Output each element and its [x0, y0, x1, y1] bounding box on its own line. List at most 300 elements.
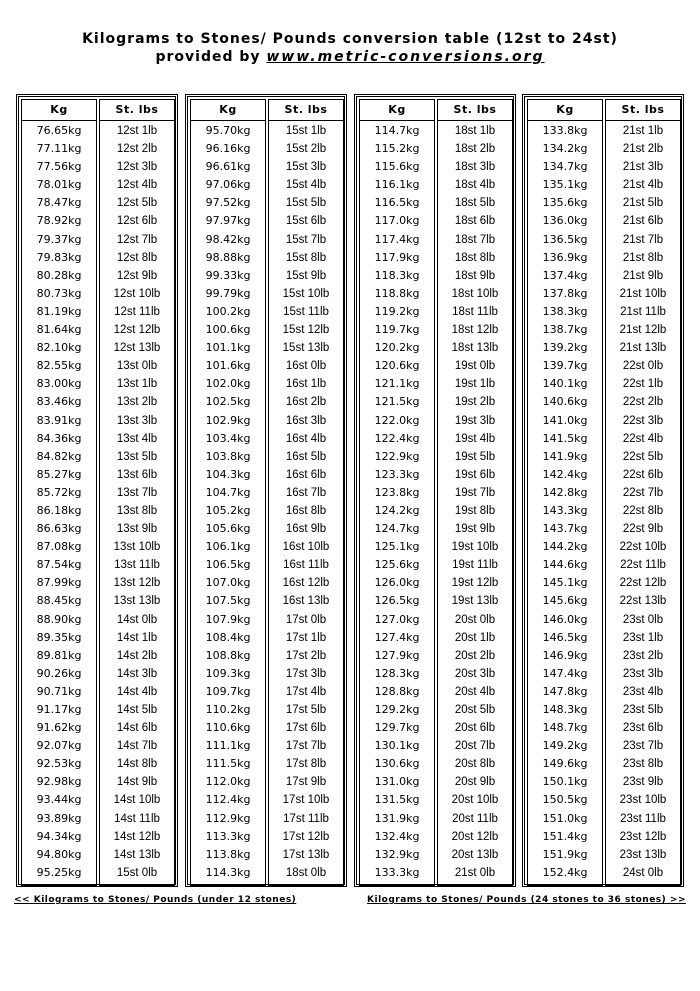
table-cell: 117.0kg [374, 214, 420, 228]
table-cell: 18st 2lb [454, 143, 496, 156]
table-cell: 21st 8lb [622, 251, 664, 264]
table-cell: 23st 11lb [620, 812, 666, 825]
table-cell: 95.25kg [36, 865, 82, 879]
table-cell: 14st 10lb [113, 794, 161, 807]
table-cell: 135.1kg [542, 178, 588, 192]
table-cell: 136.0kg [542, 214, 588, 228]
table-cell: 113.3kg [205, 829, 251, 843]
table-cell: 115.2kg [374, 142, 420, 156]
table-cell: 149.2kg [542, 739, 588, 753]
table-cell: 77.11kg [36, 142, 82, 156]
table-cell: 14st 2lb [116, 649, 158, 662]
table-cell: 21st 9lb [622, 269, 664, 282]
table-cell: 23st 6lb [622, 722, 664, 735]
table-block-2 [185, 94, 347, 887]
table-cell: 106.1kg [205, 540, 251, 554]
table-cell: 23st 9lb [622, 776, 664, 789]
table-cell: 88.45kg [36, 594, 82, 608]
table-cell: 18st 13lb [451, 342, 499, 355]
table-cell: 91.17kg [36, 703, 82, 716]
kg-header: Kg [22, 100, 96, 121]
table-cell: 14st 0lb [116, 613, 158, 626]
table-cell: 22st 12lb [619, 577, 667, 590]
st-values [269, 121, 343, 885]
page-subtitle [0, 48, 700, 66]
table-cell: 15st 12lb [282, 324, 330, 337]
table-cell: 14st 11lb [114, 812, 160, 825]
table-cell: 16st 7lb [285, 486, 327, 499]
table-cell: 126.0kg [374, 576, 420, 590]
table-cell: 120.6kg [374, 359, 420, 373]
table-cell: 18st 5lb [454, 197, 496, 210]
table-block-4 [522, 94, 684, 887]
table-cell: 23st 12lb [619, 830, 667, 843]
table-cell: 18st 7lb [454, 233, 496, 246]
table-cell: 12st 9lb [116, 269, 158, 282]
table-cell: 17st 10lb [282, 794, 330, 807]
table-cell: 119.7kg [374, 323, 420, 337]
st-header: St. lbs [606, 100, 680, 121]
table-cell: 19st 6lb [454, 468, 496, 481]
table-cell: 16st 2lb [285, 396, 327, 409]
table-cell: 21st 3lb [622, 161, 664, 174]
table-cell: 14st 13lb [113, 848, 161, 861]
table-cell: 80.73kg [36, 286, 82, 300]
table-cell: 18st 8lb [454, 251, 496, 264]
table-cell: 19st 2lb [454, 396, 496, 409]
table-cell: 122.4kg [374, 431, 420, 445]
table-cell: 21st 2lb [622, 143, 664, 156]
table-cell: 20st 10lb [451, 794, 499, 807]
table-cell: 94.34kg [36, 829, 82, 843]
table-cell: 13st 5lb [116, 450, 158, 463]
table-cell: 119.2kg [374, 304, 420, 318]
table-cell: 15st 10lb [282, 287, 330, 300]
table-cell: 12st 5lb [116, 197, 158, 210]
table-cell: 102.5kg [205, 395, 251, 409]
table-cell: 139.7kg [542, 359, 588, 373]
table-cell: 20st 5lb [454, 704, 496, 716]
table-cell: 22st 9lb [622, 523, 664, 536]
table-cell: 112.9kg [205, 811, 251, 825]
table-cell: 150.5kg [542, 793, 588, 807]
table-cell: 103.8kg [205, 449, 251, 463]
table-cell: 84.82kg [36, 449, 82, 463]
table-cell: 97.06kg [205, 178, 251, 192]
table-cell: 14st 9lb [116, 776, 158, 789]
table-cell: 124.2kg [374, 503, 420, 517]
table-cell: 13st 13lb [113, 595, 161, 608]
table-cell: 140.6kg [542, 395, 588, 409]
kg-header: Kg [360, 100, 434, 121]
table-cell: 92.53kg [36, 757, 82, 771]
table-cell: 146.5kg [542, 630, 588, 644]
table-cell: 90.26kg [36, 666, 82, 680]
st-column [268, 99, 344, 886]
table-cell: 15st 4lb [285, 179, 327, 192]
table-cell: 22st 11lb [620, 559, 666, 572]
table-cell: 116.5kg [374, 196, 420, 210]
table-cell: 23st 3lb [622, 667, 664, 680]
table-cell: 17st 9lb [285, 776, 327, 789]
table-cell: 19st 13lb [451, 595, 499, 608]
table-cell: 13st 7lb [116, 486, 158, 499]
table-cell: 23st 10lb [619, 794, 667, 807]
st-column [605, 99, 681, 886]
table-cell: 14st 5lb [116, 704, 158, 716]
table-cell: 124.7kg [374, 522, 420, 536]
table-cell: 16st 8lb [285, 504, 327, 517]
table-cell: 101.6kg [205, 359, 251, 373]
kg-values [360, 121, 434, 885]
table-cell: 117.4kg [374, 232, 420, 246]
table-cell: 131.9kg [374, 811, 420, 825]
table-cell: 20st 6lb [454, 722, 496, 735]
table-cell: 16st 0lb [285, 360, 327, 373]
table-cell: 18st 12lb [451, 324, 499, 337]
table-cell: 126.5kg [374, 594, 420, 608]
table-cell: 17st 12lb [282, 830, 330, 843]
table-cell: 17st 7lb [285, 740, 327, 753]
table-cell: 22st 7lb [622, 486, 664, 499]
table-cell: 107.9kg [205, 612, 251, 626]
table-cell: 15st 1lb [285, 125, 327, 137]
table-cell: 13st 4lb [116, 432, 158, 445]
table-cell: 145.1kg [542, 576, 588, 590]
table-cell: 103.4kg [205, 431, 251, 445]
table-cell: 127.9kg [374, 648, 420, 662]
table-cell: 117.9kg [374, 250, 420, 264]
table-cell: 20st 8lb [454, 758, 496, 771]
table-cell: 83.91kg [36, 413, 82, 427]
table-cell: 14st 4lb [116, 685, 158, 698]
st-column [437, 99, 513, 886]
table-cell: 132.4kg [374, 829, 420, 843]
table-cell: 141.5kg [542, 431, 588, 445]
table-cell: 20st 0lb [454, 613, 496, 626]
table-cell: 123.8kg [374, 485, 420, 499]
table-cell: 112.0kg [205, 775, 251, 789]
table-cell: 106.5kg [205, 558, 251, 572]
table-cell: 13st 11lb [114, 559, 160, 572]
table-cell: 118.3kg [374, 268, 420, 282]
table-cell: 17st 0lb [285, 613, 327, 626]
table-cell: 143.3kg [542, 503, 588, 517]
kg-values [22, 121, 96, 885]
table-cell: 23st 5lb [622, 704, 664, 716]
table-cell: 18st 1lb [454, 125, 496, 137]
table-cell: 13st 12lb [113, 577, 161, 590]
table-cell: 19st 5lb [454, 450, 496, 463]
table-cell: 152.4kg [542, 865, 588, 879]
table-cell: 137.8kg [542, 286, 588, 300]
table-cell: 16st 1lb [285, 378, 327, 391]
table-cell: 76.65kg [36, 124, 82, 137]
table-cell: 122.9kg [374, 449, 420, 463]
table-cell: 133.8kg [542, 124, 588, 137]
table-cell: 93.44kg [36, 793, 82, 807]
table-cell: 16st 5lb [285, 450, 327, 463]
table-cell: 12st 3lb [116, 161, 158, 174]
table-cell: 12st 10lb [113, 287, 161, 300]
table-cell: 20st 12lb [451, 830, 499, 843]
table-cell: 137.4kg [542, 268, 588, 282]
table-cell: 98.88kg [205, 250, 251, 264]
table-cell: 17st 1lb [285, 631, 327, 644]
table-cell: 20st 3lb [454, 667, 496, 680]
table-cell: 122.0kg [374, 413, 420, 427]
table-cell: 110.2kg [205, 703, 251, 716]
table-cell: 104.7kg [205, 485, 251, 499]
table-cell: 20st 9lb [454, 776, 496, 789]
table-cell: 105.6kg [205, 522, 251, 536]
table-cell: 15st 13lb [282, 342, 330, 355]
table-cell: 82.55kg [36, 359, 82, 373]
st-values [606, 121, 680, 885]
table-cell: 101.1kg [205, 341, 251, 355]
table-cell: 129.7kg [374, 721, 420, 735]
table-cell: 128.8kg [374, 684, 420, 698]
table-cell: 23st 0lb [622, 613, 664, 626]
table-cell: 78.01kg [36, 178, 82, 192]
table-block-3 [354, 94, 516, 887]
table-cell: 12st 6lb [116, 215, 158, 228]
table-cell: 17st 2lb [285, 649, 327, 662]
table-cell: 19st 0lb [454, 360, 496, 373]
table-cell: 17st 4lb [285, 685, 327, 698]
table-cell: 142.4kg [542, 467, 588, 481]
table-cell: 107.5kg [205, 594, 251, 608]
table-cell: 89.35kg [36, 630, 82, 644]
table-cell: 80.28kg [36, 268, 82, 282]
table-cell: 129.2kg [374, 703, 420, 716]
table-cell: 123.3kg [374, 467, 420, 481]
table-cell: 22st 5lb [622, 450, 664, 463]
table-cell: 22st 13lb [619, 595, 667, 608]
table-cell: 17st 13lb [282, 848, 330, 861]
table-cell: 148.7kg [542, 721, 588, 735]
table-cell: 22st 4lb [622, 432, 664, 445]
table-cell: 20st 4lb [454, 685, 496, 698]
table-cell: 78.47kg [36, 196, 82, 210]
table-cell: 18st 6lb [454, 215, 496, 228]
subtitle-prefix: provided by [155, 49, 267, 65]
table-cell: 78.92kg [36, 214, 82, 228]
st-header: St. lbs [100, 100, 174, 121]
table-cell: 17st 8lb [285, 758, 327, 771]
table-cell: 16st 4lb [285, 432, 327, 445]
table-cell: 127.4kg [374, 630, 420, 644]
table-cell: 13st 10lb [113, 541, 161, 554]
table-cell: 144.6kg [542, 558, 588, 572]
table-cell: 83.00kg [36, 377, 82, 391]
table-cell: 18st 11lb [452, 305, 498, 318]
table-cell: 82.10kg [36, 341, 82, 355]
table-cell: 87.54kg [36, 558, 82, 572]
table-cell: 115.6kg [374, 160, 420, 174]
table-cell: 113.8kg [205, 847, 251, 861]
table-cell: 15st 9lb [285, 269, 327, 282]
table-cell: 79.37kg [36, 232, 82, 246]
table-cell: 98.42kg [205, 232, 251, 246]
table-cell: 21st 11lb [620, 305, 666, 318]
table-cell: 151.0kg [542, 811, 588, 825]
table-cell: 105.2kg [205, 503, 251, 517]
table-cell: 15st 6lb [285, 215, 327, 228]
table-cell: 141.9kg [542, 449, 588, 463]
table-cell: 100.2kg [205, 304, 251, 318]
table-cell: 99.33kg [205, 268, 251, 282]
table-cell: 102.9kg [205, 413, 251, 427]
table-cell: 19st 4lb [454, 432, 496, 445]
table-cell: 142.8kg [542, 485, 588, 499]
table-cell: 114.7kg [374, 124, 420, 137]
table-cell: 14st 3lb [116, 667, 158, 680]
table-cell: 110.6kg [205, 721, 251, 735]
table-cell: 77.56kg [36, 160, 82, 174]
table-cell: 127.0kg [374, 612, 420, 626]
st-values [100, 121, 174, 885]
table-cell: 91.62kg [36, 721, 82, 735]
kg-column [190, 99, 266, 886]
table-cell: 100.6kg [205, 323, 251, 337]
table-cell: 151.9kg [542, 847, 588, 861]
table-cell: 125.1kg [374, 540, 420, 554]
table-cell: 22st 3lb [622, 414, 664, 427]
table-cell: 132.9kg [374, 847, 420, 861]
kg-column [527, 99, 603, 886]
table-cell: 146.0kg [542, 612, 588, 626]
table-cell: 22st 2lb [622, 396, 664, 409]
table-block-1 [16, 94, 178, 887]
table-cell: 13st 1lb [116, 378, 158, 391]
table-cell: 21st 1lb [622, 125, 664, 137]
table-cell: 15st 3lb [285, 161, 327, 174]
table-cell: 20st 11lb [452, 812, 498, 825]
table-cell: 21st 10lb [619, 287, 667, 300]
st-values [438, 121, 512, 885]
table-cell: 141.0kg [542, 413, 588, 427]
prev-table-link[interactable]: << Kilograms to Stones/ Pounds (under 12 stones) [14, 895, 297, 905]
table-cell: 19st 1lb [454, 378, 496, 391]
table-cell: 148.3kg [542, 703, 588, 716]
table-cell: 99.79kg [205, 286, 251, 300]
table-cell: 13st 9lb [116, 523, 158, 536]
next-table-link[interactable]: Kilograms to Stones/ Pounds (24 stones to 36 stones) >> [367, 895, 686, 905]
source-link[interactable]: www.metric-conversions.org [266, 49, 545, 65]
table-cell: 134.7kg [542, 160, 588, 174]
table-cell: 133.3kg [374, 865, 420, 879]
table-cell: 131.5kg [374, 793, 420, 807]
table-cell: 15st 7lb [285, 233, 327, 246]
table-cell: 18st 9lb [454, 269, 496, 282]
table-cell: 83.46kg [36, 395, 82, 409]
table-cell: 89.81kg [36, 648, 82, 662]
table-cell: 14st 8lb [116, 758, 158, 771]
table-cell: 87.08kg [36, 540, 82, 554]
table-cell: 21st 4lb [622, 179, 664, 192]
table-cell: 17st 5lb [285, 704, 327, 716]
table-cell: 120.2kg [374, 341, 420, 355]
kg-column [21, 99, 97, 886]
table-cell: 13st 0lb [116, 360, 158, 373]
table-cell: 88.90kg [36, 612, 82, 626]
table-cell: 23st 8lb [622, 758, 664, 771]
table-cell: 15st 0lb [116, 866, 158, 879]
table-cell: 149.6kg [542, 757, 588, 771]
table-cell: 146.9kg [542, 648, 588, 662]
table-cell: 18st 4lb [454, 179, 496, 192]
table-cell: 108.4kg [205, 630, 251, 644]
table-cell: 97.97kg [205, 214, 251, 228]
table-cell: 111.5kg [205, 757, 251, 771]
table-cell: 14st 1lb [116, 631, 158, 644]
table-cell: 138.3kg [542, 304, 588, 318]
table-cell: 81.19kg [36, 304, 82, 318]
table-cell: 12st 2lb [116, 143, 158, 156]
table-cell: 19st 10lb [451, 541, 499, 554]
table-cell: 18st 0lb [285, 866, 327, 879]
table-cell: 16st 12lb [282, 577, 330, 590]
table-cell: 19st 3lb [454, 414, 496, 427]
table-cell: 96.61kg [205, 160, 251, 174]
table-cell: 13st 6lb [116, 468, 158, 481]
table-cell: 79.83kg [36, 250, 82, 264]
table-cell: 21st 7lb [622, 233, 664, 246]
table-cell: 16st 10lb [282, 541, 330, 554]
table-cell: 21st 5lb [622, 197, 664, 210]
st-header: St. lbs [269, 100, 343, 121]
table-cell: 17st 11lb [283, 812, 329, 825]
table-cell: 85.27kg [36, 467, 82, 481]
table-cell: 135.6kg [542, 196, 588, 210]
table-cell: 13st 8lb [116, 504, 158, 517]
table-cell: 144.2kg [542, 540, 588, 554]
table-cell: 136.9kg [542, 250, 588, 264]
table-cell: 84.36kg [36, 431, 82, 445]
table-cell: 20st 1lb [454, 631, 496, 644]
kg-values [528, 121, 602, 885]
table-cell: 19st 7lb [454, 486, 496, 499]
table-cell: 14st 12lb [113, 830, 161, 843]
table-cell: 24st 0lb [622, 866, 664, 879]
kg-header: Kg [528, 100, 602, 121]
table-cell: 16st 13lb [282, 595, 330, 608]
table-cell: 12st 8lb [116, 251, 158, 264]
table-cell: 22st 8lb [622, 504, 664, 517]
page-title: Kilograms to Stones/ Pounds conversion table (12st to 24st) [82, 31, 618, 47]
table-cell: 108.8kg [205, 648, 251, 662]
table-cell: 140.1kg [542, 377, 588, 391]
table-cell: 112.4kg [205, 793, 251, 807]
table-cell: 23st 1lb [622, 631, 664, 644]
table-cell: 22st 0lb [622, 360, 664, 373]
table-cell: 22st 6lb [622, 468, 664, 481]
table-cell: 17st 6lb [285, 722, 327, 735]
table-cell: 14st 7lb [116, 740, 158, 753]
st-header: St. lbs [438, 100, 512, 121]
table-cell: 12st 12lb [113, 324, 161, 337]
table-cell: 81.64kg [36, 323, 82, 337]
table-cell: 116.1kg [374, 178, 420, 192]
table-cell: 16st 6lb [285, 468, 327, 481]
table-cell: 138.7kg [542, 323, 588, 337]
table-cell: 136.5kg [542, 232, 588, 246]
table-cell: 102.0kg [205, 377, 251, 391]
table-cell: 131.0kg [374, 775, 420, 789]
table-cell: 15st 2lb [285, 143, 327, 156]
table-cell: 12st 13lb [113, 342, 161, 355]
